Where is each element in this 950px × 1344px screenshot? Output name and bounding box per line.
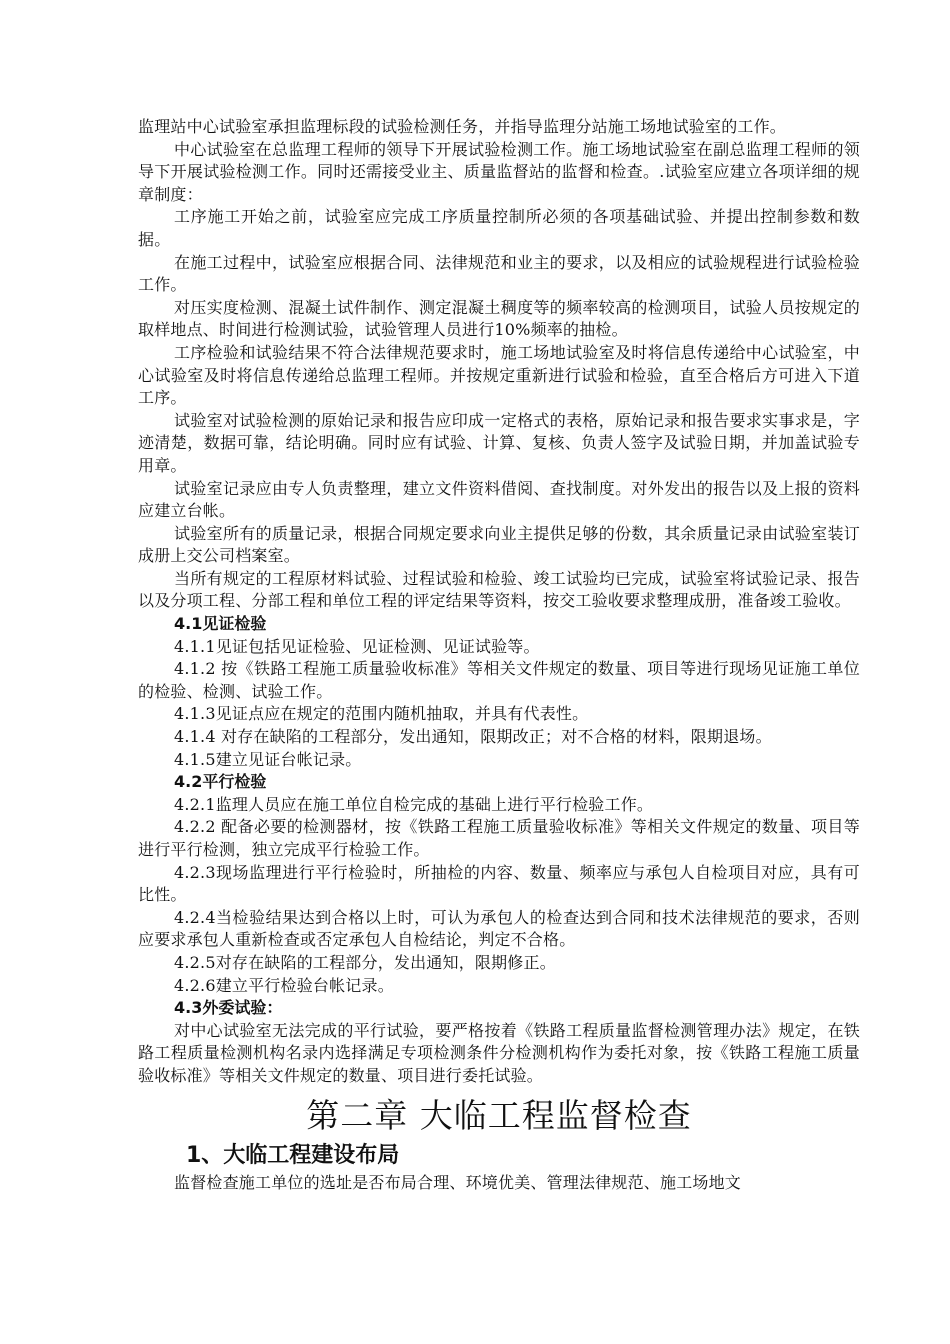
paragraph-intro-6: 工序检验和试验结果不符合法律规范要求时，施工场地试验室及时将信息传递给中心试验室，中心试验室及时将信息传递给总监理工程师。并按规定重新进行试验和检验，直至合格后方可进入下道工序。 <box>138 342 860 408</box>
item-4-1-3: 4.1.3见证点应在规定的范围内随机抽取，并具有代表性。 <box>174 704 589 724</box>
section-heading-4-1: 4.1见证检验 <box>174 614 267 634</box>
section-heading-4-2: 4.2平行检验 <box>174 772 267 792</box>
paragraph-intro-7: 试验室对试验检测的原始记录和报告应印成一定格式的表格，原始记录和报告要求实事求是，字迹清楚，数据可靠，结论明确。同时应有试验、计算、复核、负责人签字及试验日期，并加盖试验专用章。 <box>138 410 860 475</box>
paragraph-intro-8: 试验室记录应由专人负责整理，建立文件资料借阅、查找制度。对外发出的报告以及上报的资料应建立台帐。 <box>138 478 860 521</box>
chapter-title: 第二章 大临工程监督检查 <box>306 1095 692 1135</box>
document-body <box>138 116 860 1194</box>
item-4-1-5: 4.1.5建立见证台帐记录。 <box>174 749 362 769</box>
item-4-2-1: 4.2.1监理人员应在施工单位自检完成的基础上进行平行检验工作。 <box>174 794 654 814</box>
paragraph-intro-9: 试验室所有的质量记录，根据合同规定要求向业主提供足够的份数，其余质量记录由试验室装订成册上交公司档案室。 <box>138 523 860 566</box>
item-4-3-1: 对中心试验室无法完成的平行试验，要严格按着《铁路工程质量监督检测管理办法》规定，在铁路工程质量检测机构名录内选择满足专项检测条件分检测机构作为委托对象，按《铁路工程施工质量验收标准》等相关文件规定的数量、项目进行委托试验。 <box>138 1020 860 1085</box>
section-title: 1、大临工程建设布局 <box>186 1142 400 1168</box>
item-4-1-2: 4.1.2 按《铁路工程施工质量验收标准》等相关文件规定的数量、项目等进行现场见证施工单位的检验、检测、试验工作。 <box>138 659 860 701</box>
paragraph-intro-4: 在施工过程中，试验室应根据合同、法律规范和业主的要求，以及相应的试验规程进行试验检验工作。 <box>138 252 860 295</box>
item-4-1-4: 4.1.4 对存在缺陷的工程部分，发出通知，限期改正；对不合格的材料，限期退场。 <box>174 727 772 747</box>
paragraph-last: 监督检查施工单位的选址是否布局合理、环境优美、管理法律规范、施工场地文 <box>174 1172 742 1192</box>
paragraph-intro-1: 监理站中心试验室承担监理标段的试验检测任务，并指导监理分站施工场地试验室的工作。 <box>138 117 787 136</box>
item-4-1-1: 4.1.1见证包括见证检验、见证检测、见证试验等。 <box>174 636 540 656</box>
item-4-2-3: 4.2.3现场监理进行平行检验时，所抽检的内容、数量、频率应与承包人自检项目对应，具有可比性。 <box>138 862 860 905</box>
item-4-2-2: 4.2.2 配备必要的检测器材，按《铁路工程施工质量验收标准》等相关文件规定的数量、项目等进行平行检测，独立完成平行检验工作。 <box>138 817 860 859</box>
item-4-2-5: 4.2.5对存在缺陷的工程部分，发出通知，限期修正。 <box>174 952 556 972</box>
item-4-2-6: 4.2.6建立平行检验台帐记录。 <box>174 975 394 995</box>
paragraph-intro-3: 工序施工开始之前，试验室应完成工序质量控制所必须的各项基础试验、并提出控制参数和数据。 <box>138 207 860 249</box>
paragraph-intro-10: 当所有规定的工程原材料试验、过程试验和检验、竣工试验均已完成，试验室将试验记录、报告以及分项工程、分部工程和单位工程的评定结果等资料，按交工验收要求整理成册，准备竣工验收。 <box>138 568 860 611</box>
paragraph-intro-2: 中心试验室在总监理工程师的领导下开展试验检测工作。施工场地试验室在副总监理工程师的领导下开展试验检测工作。同时还需接受业主、质量监督站的监督和检查。.试验室应建立各项详细的规章制度： <box>138 139 860 204</box>
paragraph-intro-5: 对压实度检测、混凝土试件制作、测定混凝土稠度等的频率较高的检测项目，试验人员按规定的取样地点、时间进行检测试验，试验管理人员进行10%频率的抽检。 <box>138 297 860 340</box>
item-4-2-4: 4.2.4当检验结果达到合格以上时，可认为承包人的检查达到合同和技术法律规范的要求，否则应要求承包人重新检查或否定承包人自检结论，判定不合格。 <box>138 907 860 950</box>
section-heading-4-3: 4.3外委试验： <box>174 998 283 1018</box>
